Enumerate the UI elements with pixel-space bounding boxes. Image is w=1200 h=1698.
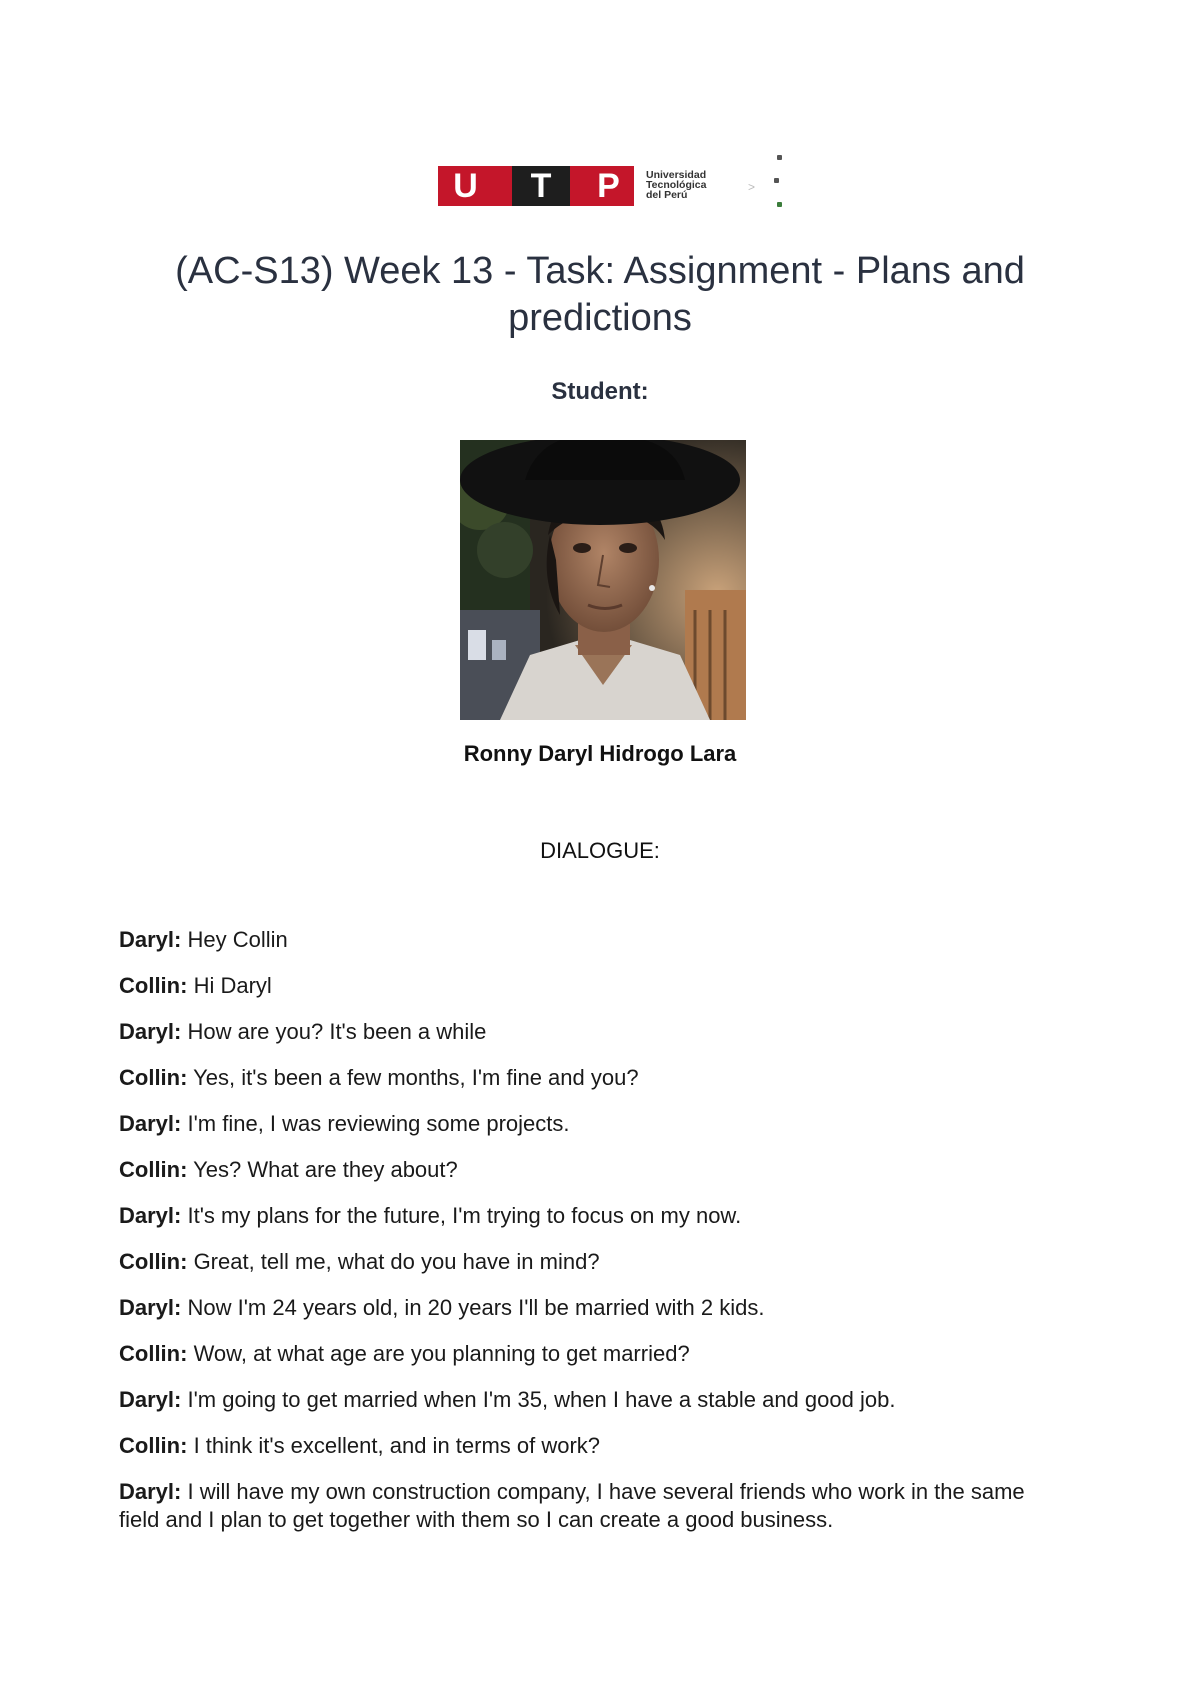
dialogue-line (119, 972, 1069, 1000)
dialogue-line (119, 926, 1069, 954)
speaker-name: Daryl: (119, 1387, 182, 1412)
dialogue-line (119, 1294, 1069, 1322)
logo-letter-t: T (512, 166, 570, 206)
speaker-name: Collin: (119, 1249, 188, 1274)
speaker-name: Collin: (119, 973, 188, 998)
page-title: (AC-S13) Week 13 - Task: Assignment - Plans and predictions (175, 250, 1025, 339)
logo-letter-u: U (453, 167, 478, 205)
dialogue-line (119, 1156, 1069, 1184)
dialogue-text: Now I'm 24 years old, in 20 years I'll be married with 2 kids. (187, 1295, 765, 1320)
dialogue-text: Yes? What are they about? (193, 1157, 458, 1182)
logo-text-line: del Perú (646, 189, 688, 201)
dialogue-text: Hey Collin (187, 927, 288, 952)
speaker-name: Daryl: (119, 1111, 182, 1136)
speaker-name: Collin: (119, 1433, 188, 1458)
logo-wordmark (646, 170, 746, 200)
logo-letter-p: P (597, 167, 620, 205)
dialogue-text: I will have my own construction company, I have several friends who work in the same field and I plan to get together with them so I can create a good business. (119, 1479, 1025, 1532)
student-label: Student: (551, 378, 649, 405)
dialogue-text: Hi Daryl (193, 973, 272, 998)
utp-logo (438, 150, 788, 210)
dialogue-line (119, 1340, 1069, 1368)
dialogue-heading: DIALOGUE: (540, 838, 660, 863)
student-portrait-icon (460, 440, 746, 720)
dialogue-line (119, 1386, 1069, 1414)
speaker-name: Collin: (119, 1341, 188, 1366)
dialogue-line (119, 1432, 1069, 1460)
speaker-name: Daryl: (119, 1295, 182, 1320)
dialogue-text: Great, tell me, what do you have in mind? (193, 1249, 600, 1274)
dialogue-text: How are you? It's been a while (187, 1019, 487, 1044)
speaker-name: Daryl: (119, 927, 182, 952)
speaker-name: Daryl: (119, 1203, 182, 1228)
dialogue-text: I think it's excellent, and in terms of work? (193, 1433, 601, 1458)
logo-text-line: Universidad (646, 169, 707, 181)
speaker-name: Collin: (119, 1065, 188, 1090)
dialogue-text: I'm going to get married when I'm 35, when I have a stable and good job. (187, 1387, 896, 1412)
dialogue-text: I'm fine, I was reviewing some projects. (187, 1111, 570, 1136)
dialogue-line (119, 1018, 1069, 1046)
logo-arrow-icon: > (748, 180, 756, 194)
dialogue-line (119, 1248, 1069, 1276)
dialogue-text: Wow, at what age are you planning to get married? (193, 1341, 690, 1366)
speaker-name: Collin: (119, 1157, 188, 1182)
student-photo (460, 440, 746, 720)
dialogue-line (119, 1202, 1069, 1230)
dialogue-line (119, 1110, 1069, 1138)
dialogue-text: It's my plans for the future, I'm trying to focus on my now. (187, 1203, 742, 1228)
dialogue-text: Yes, it's been a few months, I'm fine and you? (193, 1065, 639, 1090)
dialogue-line (119, 1064, 1069, 1092)
logo-dots-icon (774, 150, 786, 210)
logo-text-line: Tecnológica (646, 179, 707, 191)
student-name: Ronny Daryl Hidrogo Lara (463, 741, 737, 766)
speaker-name: Daryl: (119, 1479, 182, 1504)
speaker-name: Daryl: (119, 1019, 182, 1044)
dialogue-line (119, 1478, 1069, 1534)
